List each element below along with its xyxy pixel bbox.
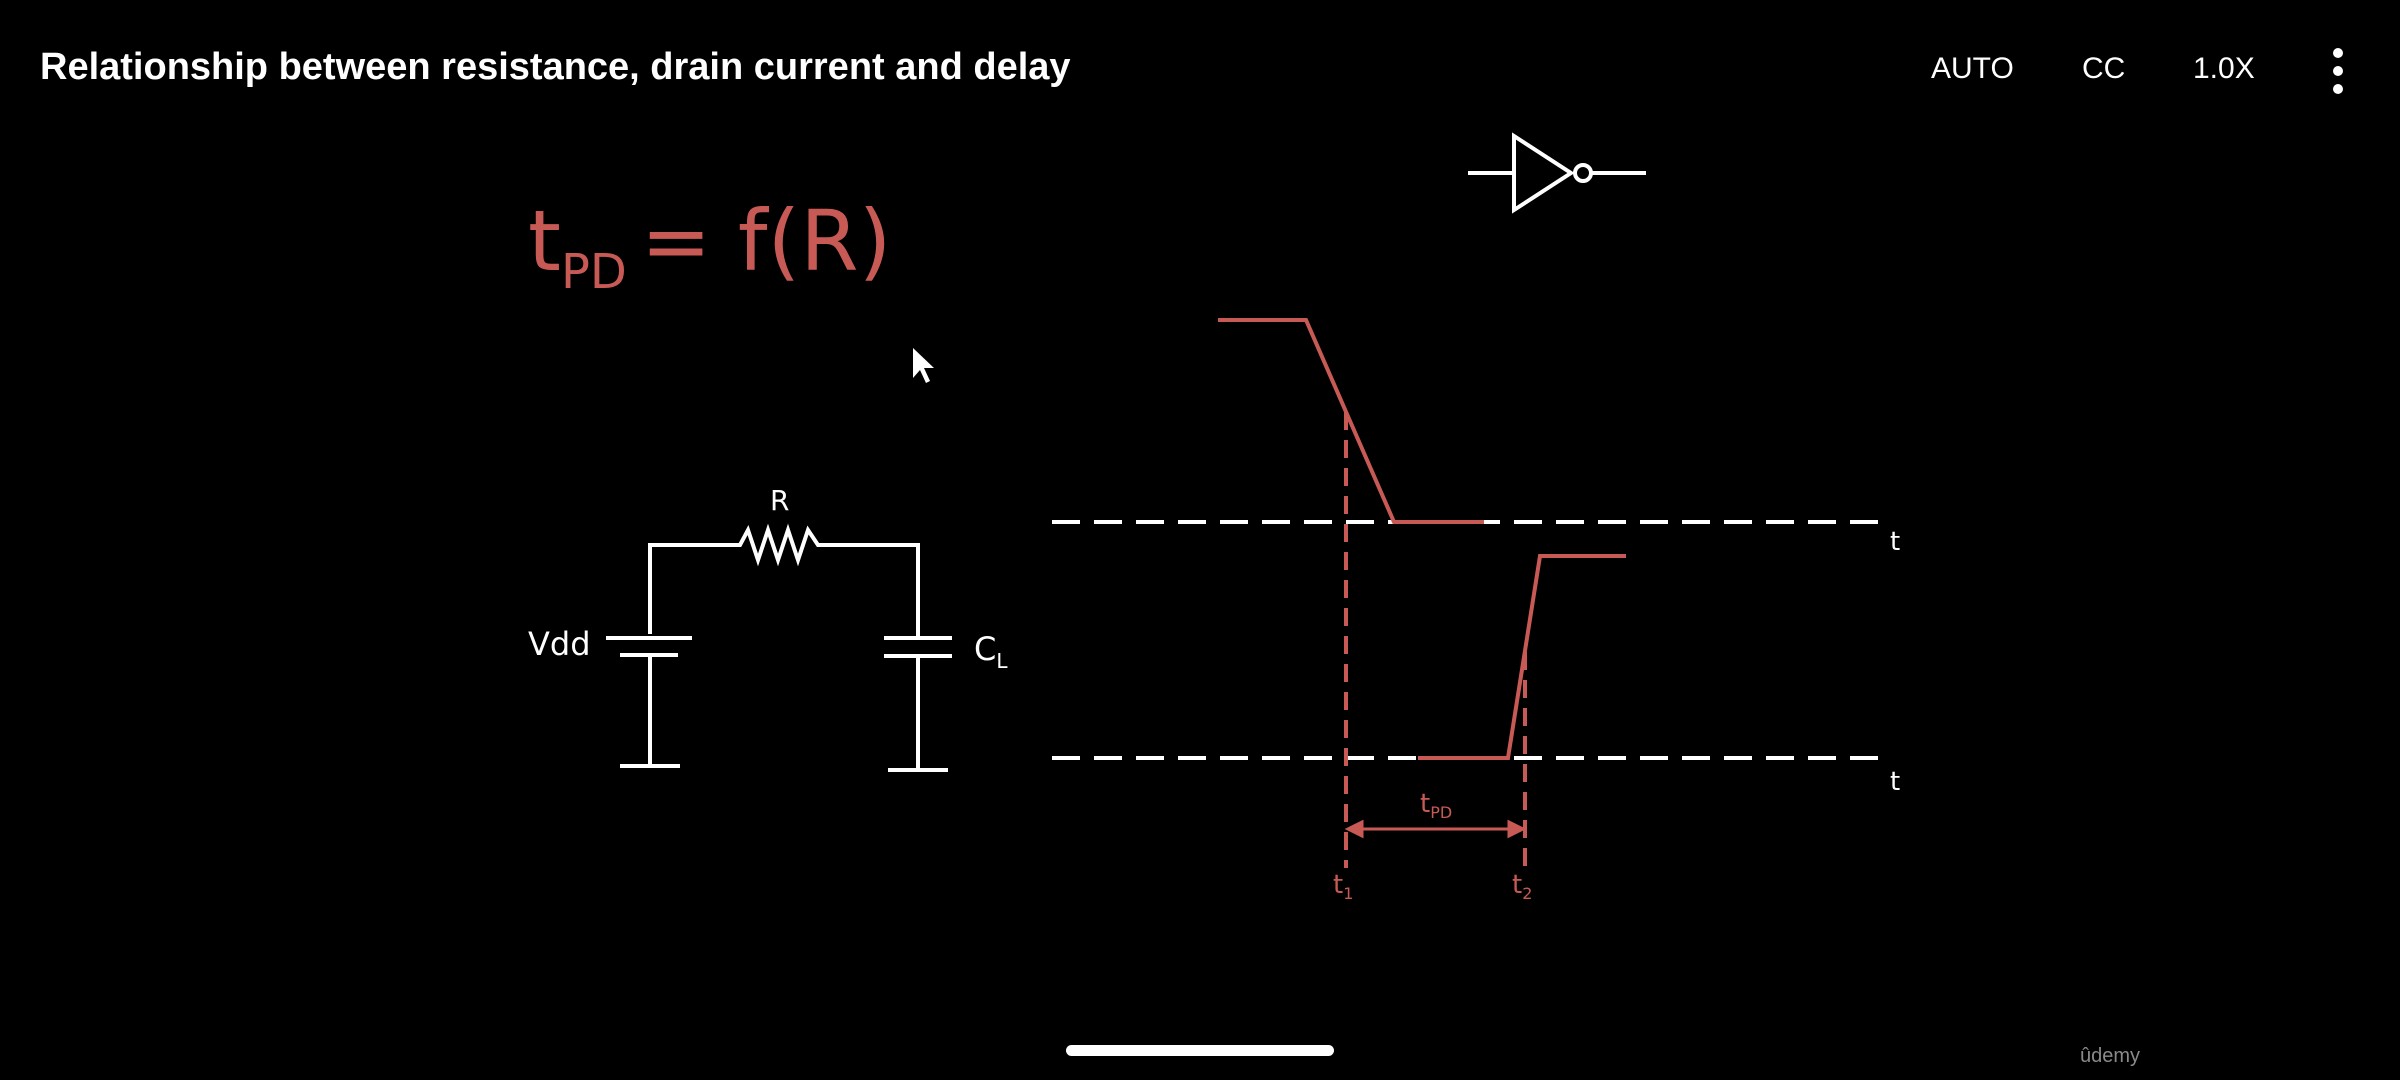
quality-button[interactable]: AUTO (1931, 52, 2014, 85)
t2-label: $t_2$ (1512, 870, 1533, 903)
resistor-label: R (770, 484, 790, 517)
rc-circuit (606, 530, 952, 770)
formula: $t_{PD} = f(R)$ (528, 192, 892, 300)
t1-label: $t_1$ (1333, 870, 1354, 903)
input-waveform (1218, 320, 1484, 522)
vdd-label: Vdd (528, 625, 591, 663)
inverter-icon (1468, 136, 1646, 210)
cursor-icon (913, 348, 934, 383)
playback-speed-button[interactable]: 1.0X (2193, 52, 2255, 85)
tpd-label: $t_{PD}$ (1420, 789, 1453, 822)
output-waveform (1418, 556, 1626, 758)
capacitor-label: $C_L$ (974, 630, 1008, 673)
axis-label-t-top: t (1890, 527, 1901, 557)
udemy-watermark: ûdemy (2080, 1045, 2141, 1067)
tpd-arrow (1348, 822, 1523, 836)
home-indicator[interactable] (1066, 1045, 1334, 1056)
more-vertical-icon[interactable] (2318, 44, 2358, 98)
captions-button[interactable]: CC (2082, 52, 2126, 85)
video-title: Relationship between resistance, drain current and delay (40, 46, 1071, 88)
player-top-bar (0, 0, 2400, 140)
axis-label-t-bottom: t (1890, 767, 1901, 797)
